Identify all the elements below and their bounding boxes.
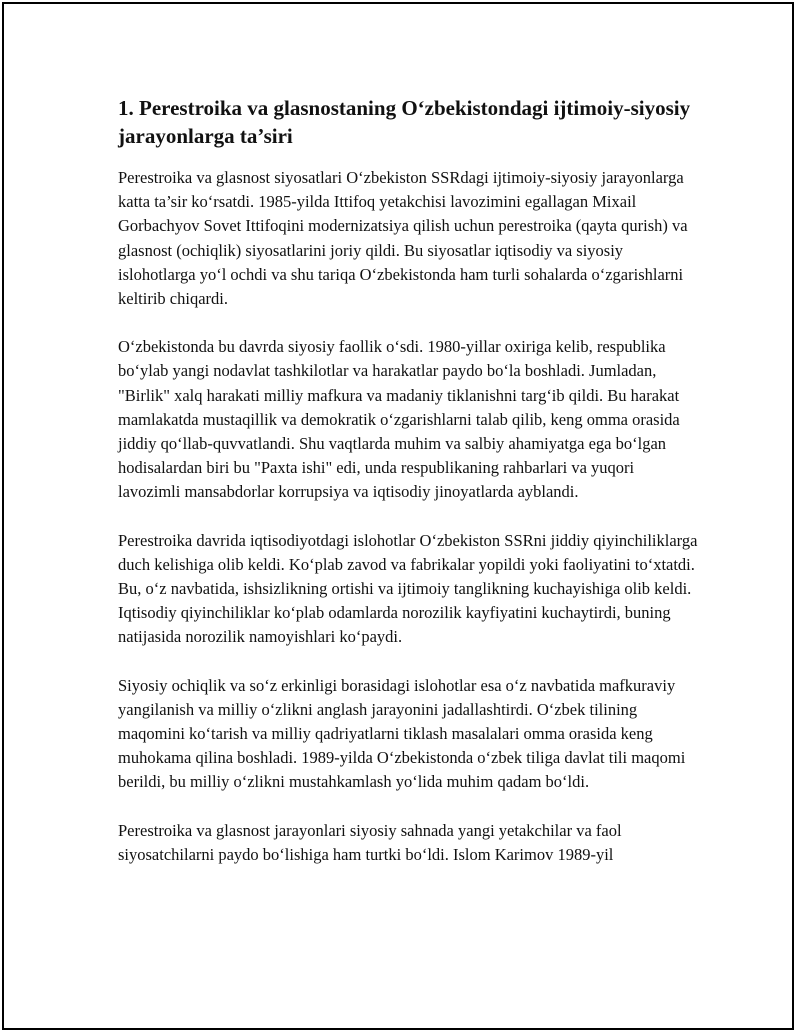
paragraph-1: Perestroika va glasnost siyosatlari O‘zbekiston SSRdagi ijtimoiy-siyosiy jarayonlarga katta ta’sir ko‘rsatdi. 1985-yilda Ittifoq yetakchisi lavozimini egallagan Mixail Gorbachyov Sovet Ittifoqini modernizatsiya qilish uchun perestroika (qayta qurish) va glasnost (ochiqlik) siyosatlarini joriy qildi. Bu siyosatlar iqtisodiy va siyosiy islohotlarga yo‘l ochdi va shu tariqa O‘zbekistonda ham turli sohalarda o‘zgarishlarni keltirib chiqardi. [118,168,688,309]
paragraph-4: Siyosiy ochiqlik va so‘z erkinligi borasidagi islohotlar esa o‘z navbatida mafkuraviy yangilanish va milliy o‘zlikni anglash jarayonini jadallashtirdi. O‘zbek tilining maqomini ko‘tarish va milliy qadriyatlarni tiklash masalalari omma orasida keng muhokama qilina boshladi. 1989-yilda O‘zbekistonda o‘zbek tiliga davlat tili maqomi berildi, bu milliy o‘zlikni mustahkamlash yo‘lida muhim qadam bo‘ldi. [118,675,686,792]
paragraph-2: O‘zbekistonda bu davrda siyosiy faollik o‘sdi. 1980-yillar oxiriga kelib, respublika bo‘ylab yangi nodavlat tashkilotlar va harakatlar paydo bo‘la boshladi. Jumladan, "Birlik" xalq harakati milliy mafkura va madaniy tiklanishni targ‘ib qildi. Bu harakat mamlakatda mustaqillik va demokratik o‘zgarishlarni talab qilib, keng omma orasida jiddiy qo‘llab-quvvatlandi. Shu vaqtlarda muhim va salbiy ahamiyatga ega bo‘lgan hodisalardan biri bu "Paxta ishi" edi, unda respublikaning rahbarlari va yuqori lavozimli mansabdorlar korrupsiya va iqtisodiy jinoyatlarda ayblandi. [118,337,680,502]
section-heading: 1. Perestroika va glasnostaning O‘zbekistondagi ijtimoiy-siyosiy jarayonlarga ta’siri [118,96,691,148]
paragraph-3: Perestroika davrida iqtisodiyotdagi islohotlar O‘zbekiston SSRni jiddiy qiyinchiliklarga duch kelishiga olib keldi. Ko‘plab zavod va fabrikalar yopildi yoki faoliyatini to‘xtatdi. Bu, o‘z navbatida, ishsizlikning ortishi va ijtimoiy tanglikning kuchayishiga olib keldi. Iqtisodiy qiyinchiliklar ko‘plab odamlarda norozilik kayfiyatini kuchaytirdi, buning natijasida norozilik namoyishlari ko‘paydi. [118,530,698,647]
document-body [118,94,698,891]
paragraph-5: Perestroika va glasnost jarayonlari siyosiy sahnada yangi yetakchilar va faol siyosatchilarni paydo bo‘lishiga ham turtki bo‘ldi. Islom Karimov 1989-yil [118,820,622,864]
